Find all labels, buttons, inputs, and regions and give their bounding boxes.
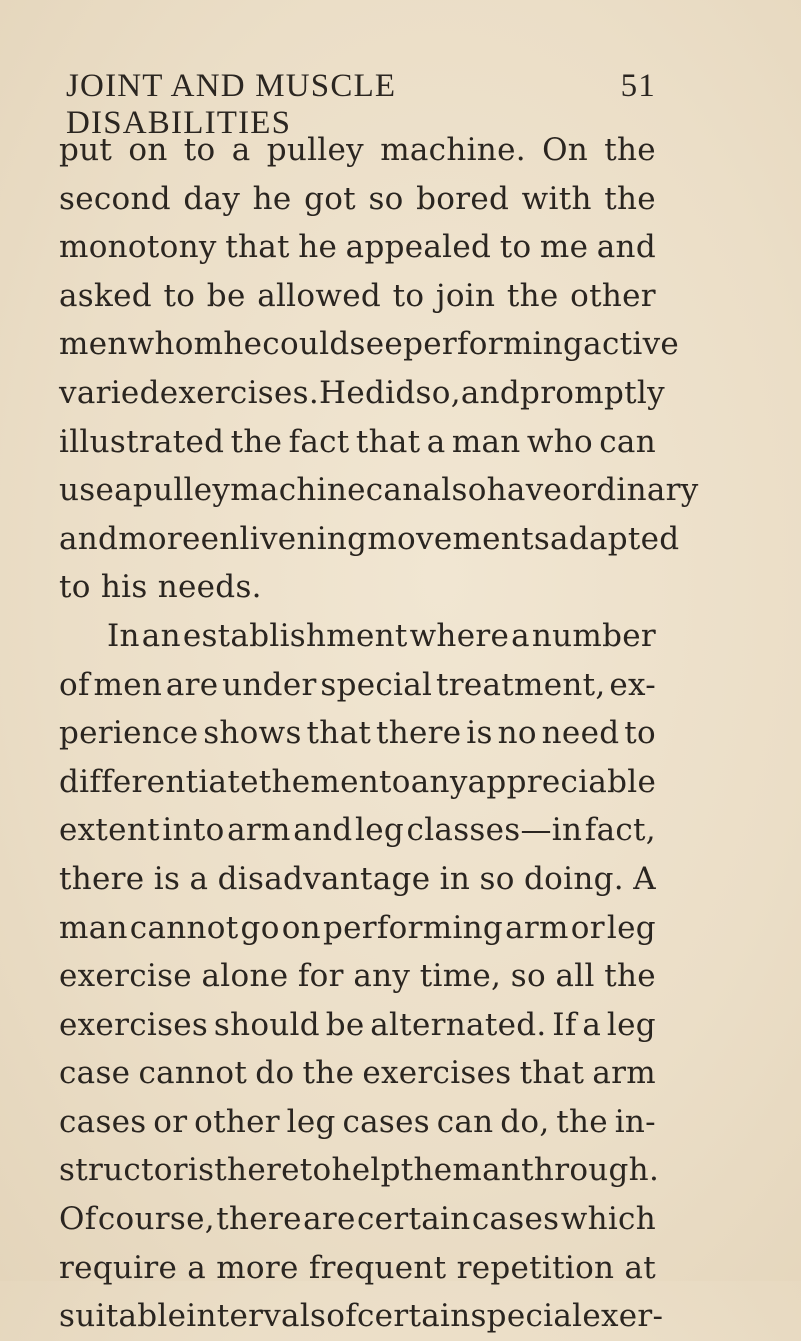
text-line: exercise alone for any time, so all the xyxy=(59,958,656,995)
text-line: second day he got so bored with the xyxy=(59,180,656,217)
text-line: put on to a pulley machine. On the xyxy=(59,132,656,168)
text-line: differentiate the men to any appreciable xyxy=(59,763,657,800)
text-line: Of course, there are certain cases which xyxy=(59,1201,656,1238)
text-line: man cannot go on performing arm or leg xyxy=(59,909,656,946)
text-line: exercises should be alternated. If a leg xyxy=(59,1006,656,1043)
text-line: cases or other leg cases can do, the in- xyxy=(59,1103,656,1140)
text-line: case cannot do the exercises that arm xyxy=(59,1055,656,1092)
page-number: 51 xyxy=(620,68,656,104)
body-text xyxy=(59,126,699,1341)
text-line: men whom he could see performing active xyxy=(59,326,680,363)
text-line: there is a disadvantage in so doing. A xyxy=(59,860,656,897)
text-line: extent into arm and leg classes—in fact, xyxy=(59,812,656,849)
text-line: varied exercises. He did so, and promptly xyxy=(59,374,665,411)
text-line: use a pulley machine can also have ordinary xyxy=(59,472,699,509)
text-line: asked to be allowed to join the other xyxy=(59,277,656,314)
text-line: require a more frequent repetition at xyxy=(59,1249,656,1286)
text-line: suitable intervals of certain special exer- xyxy=(59,1298,664,1335)
running-title: JOINT AND MUSCLE DISABILITIES xyxy=(66,68,397,141)
text-line: In an establishment where a number xyxy=(107,617,656,654)
text-line: of men are under special treatment, ex- xyxy=(59,666,656,703)
text-line: to his needs. xyxy=(59,569,262,606)
running-head xyxy=(66,68,656,141)
text-line: monotony that he appealed to me and xyxy=(59,229,656,266)
text-line: illustrated the fact that a man who can xyxy=(59,423,656,460)
text-line: perience shows that there is no need to xyxy=(59,715,656,752)
text-line: structor is there to help the man through. xyxy=(59,1152,660,1189)
text-line: and more enlivening movements adapted xyxy=(59,520,680,557)
